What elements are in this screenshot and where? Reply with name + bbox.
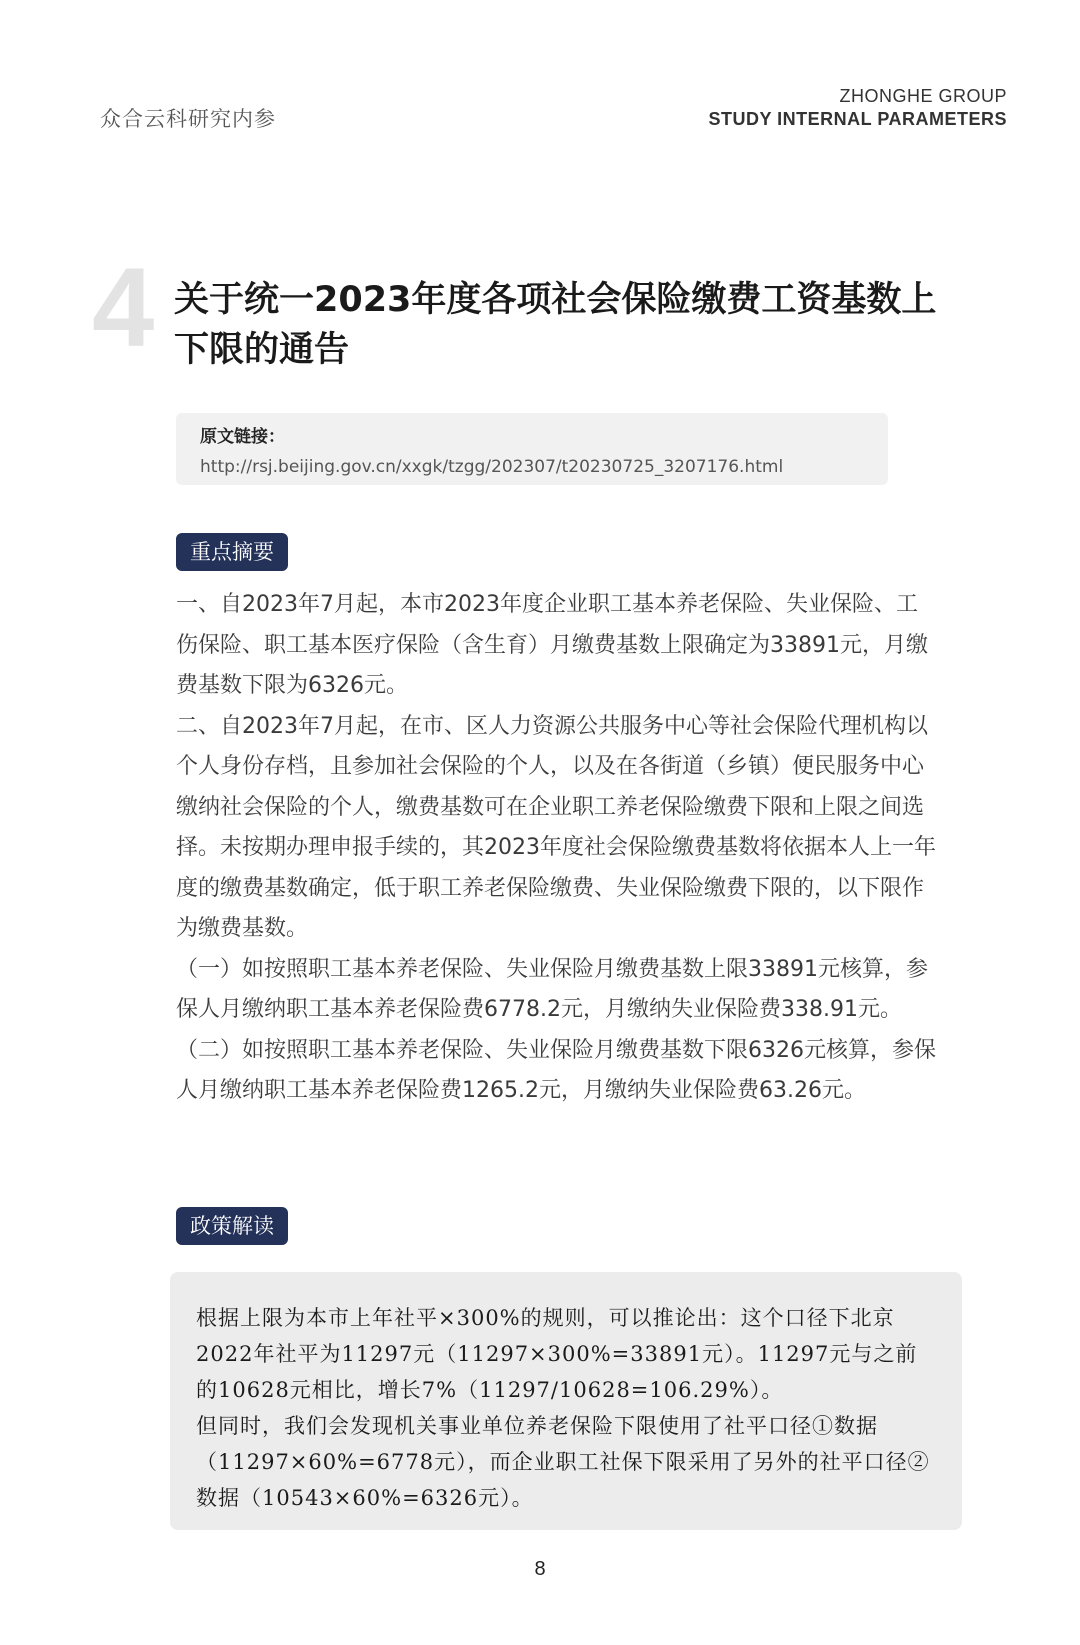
summary-paragraph: （一）如按照职工基本养老保险、失业保险月缴费基数上限33891元核算，参保人月缴纳职工基本养老保险费6778.2元，月缴纳失业保险费338.91元。 <box>176 956 928 1022</box>
source-link-label: 原文链接： <box>200 427 285 447</box>
article-title: 关于统一2023年度各项社会保险缴费工资基数上下限的通告 <box>174 280 937 370</box>
summary-tag: 重点摘要 <box>176 533 288 571</box>
group-name: ZHONGHE GROUP <box>839 86 1007 106</box>
summary-paragraph: 二、自2023年7月起，在市、区人力资源公共服务中心等社会保险代理机构以个人身份存档，且参加社会保险的个人，以及在各街道（乡镇）便民服务中心缴纳社会保险的个人，缴费基数可在企业职工养老保险缴费下限和上限之间选择。未按期办理申报手续的，其2023年度社会保险缴费基数将依据本人上一年度的缴费基数确定，低于职工养老保险缴费、失业保险缴费下限的，以下限作为缴费基数。 <box>176 713 936 941</box>
summary-paragraph: 一、自2023年7月起，本市2023年度企业职工基本养老保险、失业保险、工伤保险、职工基本医疗保险（含生育）月缴费基数上限确定为33891元，月缴费基数下限为6326元。 <box>176 592 928 698</box>
page-number: 8 <box>534 1558 546 1580</box>
section-number: 4 <box>92 245 155 370</box>
group-subtitle: STUDY INTERNAL PARAMETERS <box>708 109 1007 129</box>
policy-tag: 政策解读 <box>176 1207 288 1245</box>
policy-interpretation-box <box>170 1272 962 1530</box>
policy-paragraph: 但同时，我们会发现机关事业单位养老保险下限使用了社平口径①数据（11297×60%=6778元），而企业职工社保下限采用了另外的社平口径②数据（10543×60%=6326元）。 <box>196 1414 930 1510</box>
group-header <box>708 86 1007 130</box>
source-link-box <box>176 413 888 485</box>
source-link-url[interactable]: http://rsj.beijing.gov.cn/xxgk/tzgg/202307/t20230725_3207176.html <box>200 457 784 477</box>
summary-body <box>176 585 936 1112</box>
publication-title: 众合云科研究内参 <box>100 107 276 131</box>
policy-paragraph: 根据上限为本市上年社平×300%的规则，可以推论出：这个口径下北京2022年社平为11297元（11297×300%=33891元）。11297元与之前的10628元相比，增长7%（11297/10628=106.29%）。 <box>196 1306 918 1402</box>
summary-paragraph: （二）如按照职工基本养老保险、失业保险月缴费基数下限6326元核算，参保人月缴纳职工基本养老保险费1265.2元，月缴纳失业保险费63.26元。 <box>176 1037 936 1103</box>
